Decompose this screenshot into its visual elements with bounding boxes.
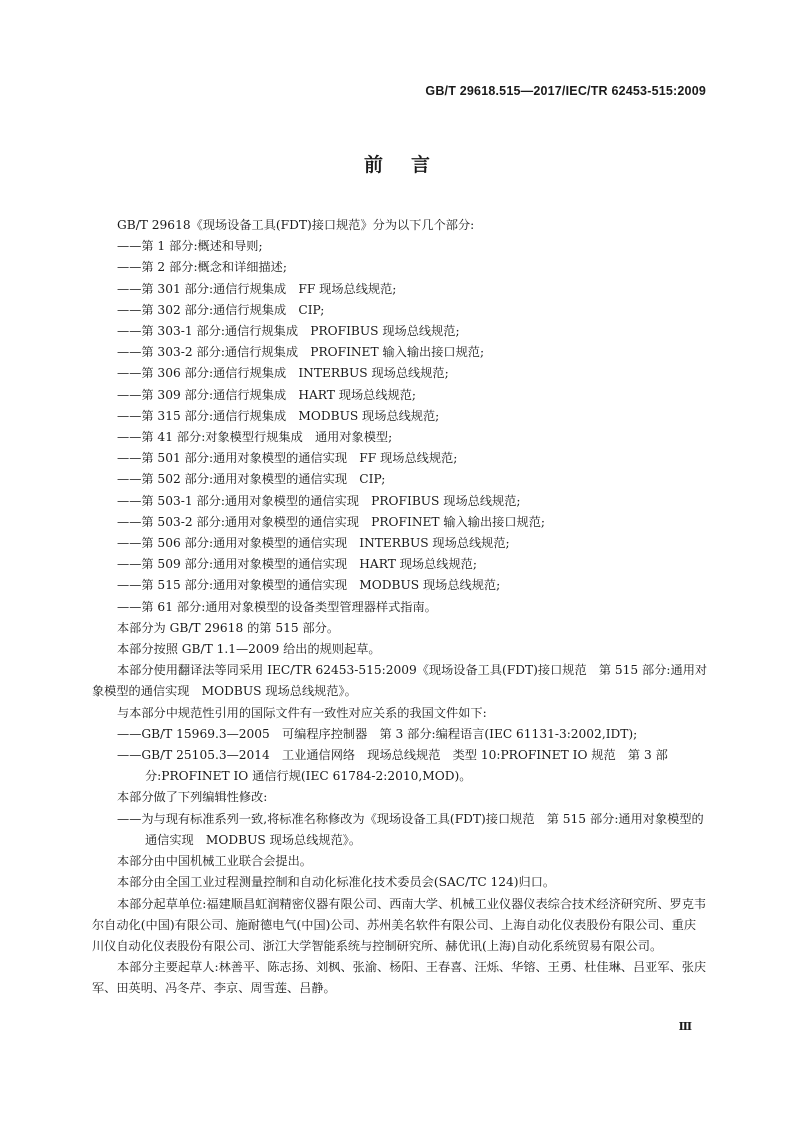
- list-item: ——第 2 部分:概念和详细描述;: [117, 260, 287, 275]
- paragraph: 本部分做了下列编辑性修改:: [117, 790, 268, 805]
- standard-code-header: GB/T 29618.515—2017/IEC/TR 62453-515:2009: [425, 84, 706, 98]
- list-item: ——第 515 部分:通用对象模型的通信实现 MODBUS 现场总线规范;: [117, 578, 501, 593]
- list-item: ——第 303-2 部分:通信行规集成 PROFINET 输入输出接口规范;: [117, 345, 485, 360]
- list-item: ——为与现有标准系列一致,将标准名称修改为《现场设备工具(FDT)接口规范 第 515 部分:通用对象模型的通信实现 MODBUS 现场总线规范》。: [117, 811, 704, 847]
- paragraph: 本部分由中国机械工业联合会提出。: [117, 854, 312, 869]
- page-number: Ⅲ: [678, 1020, 692, 1033]
- list-item: ——GB/T 25105.3—2014 工业通信网络 现场总线规范 类型 10:PROFINET IO 规范 第 3 部分:PROFINET IO 通信行规(IEC 61784-2:2010,MOD)。: [117, 748, 668, 784]
- list-item: ——GB/T 15969.3—2005 可编程序控制器 第 3 部分:编程语言(IEC 61131-3:2002,IDT);: [117, 726, 638, 741]
- paragraph: 与本部分中规范性引用的国际文件有一致性对应关系的我国文件如下:: [117, 705, 487, 720]
- paragraph: 本部分由全国工业过程测量控制和自动化标准化技术委员会(SAC/TC 124)归口。: [117, 875, 556, 890]
- list-item: ——第 61 部分:通用对象模型的设备类型管理器样式指南。: [117, 599, 437, 614]
- paragraph: 本部分为 GB/T 29618 的第 515 部分。: [117, 620, 340, 635]
- document-body: [92, 215, 708, 1000]
- list-item: ——第 302 部分:通信行规集成 CIP;: [117, 302, 325, 317]
- list-item: ——第 501 部分:通用对象模型的通信实现 FF 现场总线规范;: [117, 451, 458, 466]
- list-item: ——第 309 部分:通信行规集成 HART 现场总线规范;: [117, 387, 416, 402]
- list-item: ——第 502 部分:通用对象模型的通信实现 CIP;: [117, 472, 386, 487]
- list-item: ——第 306 部分:通信行规集成 INTERBUS 现场总线规范;: [117, 366, 449, 381]
- list-item: ——第 41 部分:对象模型行规集成 通用对象模型;: [117, 430, 393, 445]
- paragraph: 本部分使用翻译法等同采用 IEC/TR 62453-515:2009《现场设备工具(FDT)接口规范 第 515 部分:通用对象模型的通信实现 MODBUS 现场总线规范》。: [92, 663, 708, 699]
- page-title: 前言: [363, 154, 458, 176]
- list-item: ——第 303-1 部分:通信行规集成 PROFIBUS 现场总线规范;: [117, 324, 460, 339]
- paragraph: 本部分起草单位:福建顺昌虹润精密仪器有限公司、西南大学、机械工业仪器仪表综合技术经济研究所、罗克韦尔自动化(中国)有限公司、施耐德电气(中国)公司、苏州美名软件有限公司、上海自动化仪表股份有限公司、重庆川仪自动化仪表股份有限公司、浙江大学智能系统与控制研究所、赫优讯(上海)自动化系统贸易有限公司。: [92, 896, 707, 953]
- paragraph: 本部分按照 GB/T 1.1—2009 给出的规则起草。: [117, 642, 381, 657]
- list-item: ——第 503-2 部分:通用对象模型的通信实现 PROFINET 输入输出接口规范;: [117, 514, 545, 529]
- list-item: ——第 509 部分:通用对象模型的通信实现 HART 现场总线规范;: [117, 557, 477, 572]
- paragraph: 本部分主要起草人:林善平、陈志扬、刘枫、张渝、杨阳、王春喜、汪烁、华镕、王勇、杜佳琳、吕亚军、张庆军、田英明、冯冬芹、李京、周雪莲、吕静。: [92, 960, 707, 996]
- list-item: ——第 503-1 部分:通用对象模型的通信实现 PROFIBUS 现场总线规范;: [117, 493, 521, 508]
- list-item: ——第 506 部分:通用对象模型的通信实现 INTERBUS 现场总线规范;: [117, 536, 510, 551]
- list-item: ——第 315 部分:通信行规集成 MODBUS 现场总线规范;: [117, 408, 440, 423]
- list-item: ——第 301 部分:通信行规集成 FF 现场总线规范;: [117, 281, 397, 296]
- list-item: ——第 1 部分:概述和导则;: [117, 239, 263, 254]
- paragraph: GB/T 29618《现场设备工具(FDT)接口规范》分为以下几个部分:: [117, 218, 475, 232]
